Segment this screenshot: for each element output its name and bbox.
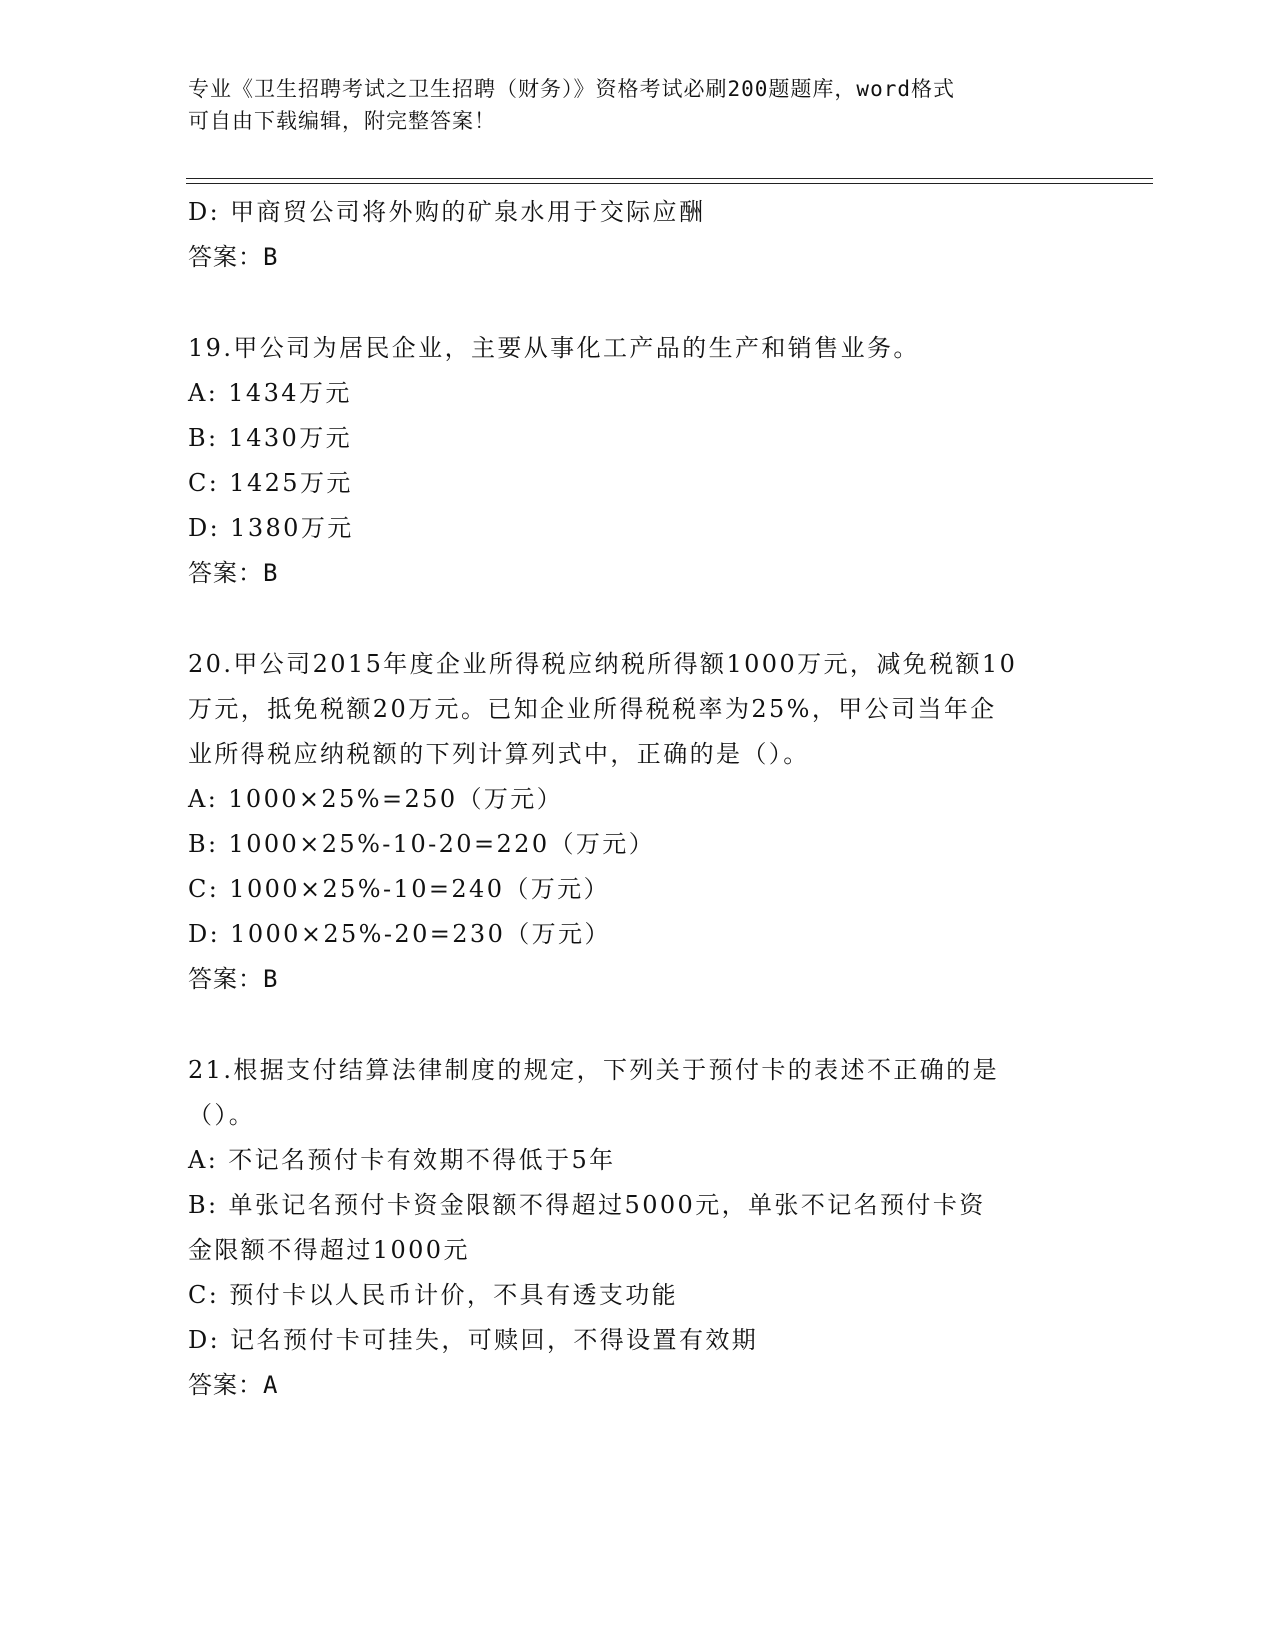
option-d: D: 记名预付卡可挂失，可赎回，不得设置有效期 (188, 1326, 759, 1354)
answer: 答案：B (188, 965, 279, 993)
option-d: D: 1000×25%-20=230（万元） (188, 920, 611, 948)
option-c: C: 1425万元 (188, 469, 353, 497)
option-a: A: 1434万元 (188, 379, 352, 407)
header-divider-bottom (186, 183, 1153, 184)
option-d: D: 甲商贸公司将外购的矿泉水用于交际应酬 (188, 198, 706, 226)
header-divider-top (186, 178, 1153, 179)
header-line-1: 专业《卫生招聘考试之卫生招聘（财务）》资格考试必刷200题题库，word格式 (188, 77, 955, 101)
option-b-continued: 金限额不得超过1000元 (188, 1236, 470, 1264)
answer: 答案：A (188, 1371, 279, 1399)
question-stem: （）。 (188, 1101, 256, 1129)
question-stem: 21.根据支付结算法律制度的规定，下列关于预付卡的表述不正确的是 (188, 1056, 999, 1084)
question-list (188, 190, 1088, 1408)
question-stem: 20.甲公司2015年度企业所得税应纳税所得额1000万元，减免税额10 (188, 650, 1018, 678)
option-b: B: 单张记名预付卡资金限额不得超过5000元，单张不记名预付卡资 (188, 1191, 986, 1219)
question-stem: 业所得税应纳税额的下列计算列式中，正确的是（）。 (188, 740, 810, 768)
option-a: A: 1000×25%=250（万元） (188, 785, 564, 813)
option-c: C: 预付卡以人民币计价，不具有透支功能 (188, 1281, 679, 1309)
answer: 答案：B (188, 559, 279, 587)
question-stem: 19.甲公司为居民企业，主要从事化工产品的生产和销售业务。 (188, 334, 920, 362)
question-21 (188, 1048, 1088, 1408)
option-b: B: 1000×25%-10-20=220（万元） (188, 830, 656, 858)
question-19 (188, 326, 1088, 596)
question-stem: 万元，抵免税额20万元。已知企业所得税税率为25%，甲公司当年企 (188, 695, 997, 723)
document-header (188, 73, 1068, 137)
option-c: C: 1000×25%-10=240（万元） (188, 875, 610, 903)
option-a: A: 不记名预付卡有效期不得低于5年 (188, 1146, 616, 1174)
option-d: D: 1380万元 (188, 514, 354, 542)
option-b: B: 1430万元 (188, 424, 353, 452)
answer: 答案：B (188, 243, 279, 271)
question-20 (188, 642, 1088, 1002)
header-line-2: 可自由下载编辑，附完整答案！ (188, 109, 496, 133)
